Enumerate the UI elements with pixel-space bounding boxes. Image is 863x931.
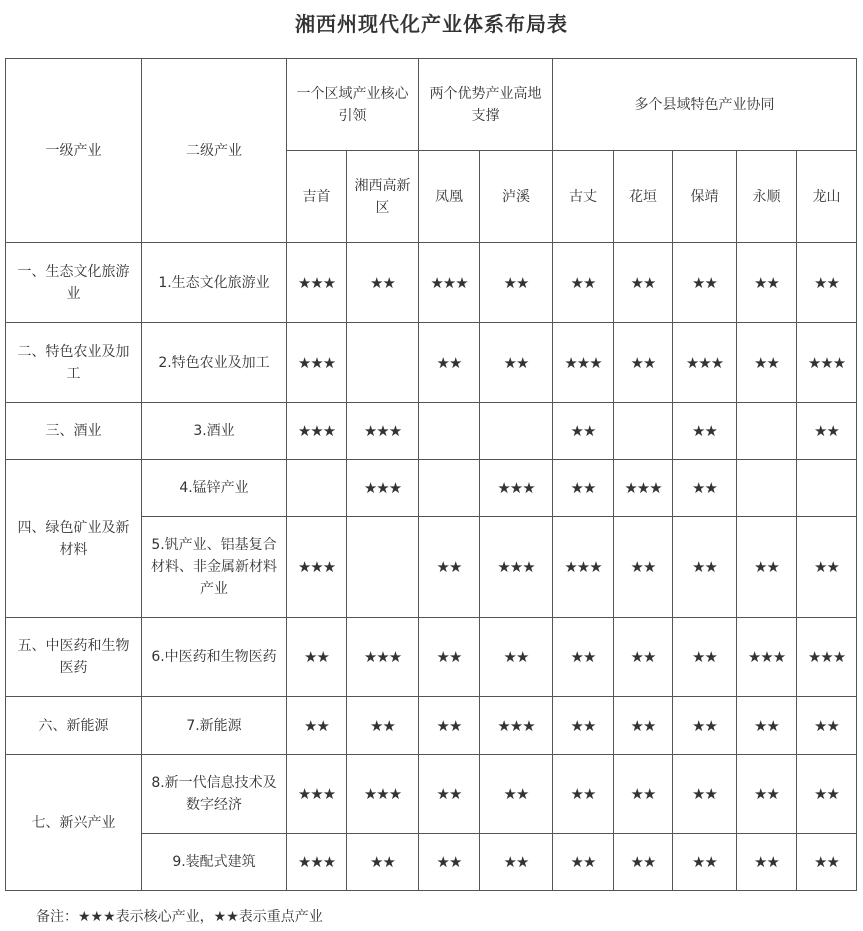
- star-rating: ★★★: [480, 460, 553, 517]
- star-rating: ★★: [347, 243, 419, 323]
- star-rating: ★★: [737, 323, 797, 403]
- star-rating: ★★: [553, 834, 614, 891]
- header-area: 凤凰: [419, 151, 480, 243]
- star-rating: ★★: [797, 403, 857, 460]
- header-area: 泸溪: [480, 151, 553, 243]
- star-rating: ★★: [797, 243, 857, 323]
- secondary-industry-cell: 6.中医药和生物医药: [142, 618, 287, 697]
- star-rating: ★★: [797, 834, 857, 891]
- star-rating: [347, 323, 419, 403]
- header-secondary-industry: 二级产业: [142, 59, 287, 243]
- star-rating: ★★: [614, 834, 673, 891]
- star-rating: ★★: [673, 517, 737, 618]
- header-area: 花垣: [614, 151, 673, 243]
- header-group-advantage: 两个优势产业高地支撑: [419, 59, 553, 151]
- star-rating: ★★: [614, 697, 673, 755]
- star-rating: [737, 403, 797, 460]
- star-rating: ★★: [553, 618, 614, 697]
- table-row: [6, 697, 857, 755]
- star-rating: ★★: [673, 834, 737, 891]
- star-rating: ★★: [797, 697, 857, 755]
- star-rating: ★★: [614, 243, 673, 323]
- primary-industry-cell: 五、中医药和生物医药: [6, 618, 142, 697]
- secondary-industry-cell: 2.特色农业及加工: [142, 323, 287, 403]
- star-rating: ★★★: [347, 755, 419, 834]
- star-rating: ★★: [480, 834, 553, 891]
- header-group-core: 一个区域产业核心引领: [287, 59, 419, 151]
- primary-industry-cell: 三、酒业: [6, 403, 142, 460]
- star-rating: ★★: [614, 517, 673, 618]
- star-rating: ★★★: [480, 517, 553, 618]
- star-rating: ★★: [480, 323, 553, 403]
- star-rating: ★★: [737, 834, 797, 891]
- star-rating: ★★★: [614, 460, 673, 517]
- star-rating: ★★★: [287, 834, 347, 891]
- star-rating: ★★: [673, 403, 737, 460]
- footnote: 备注：★★★表示核心产业，★★表示重点产业: [36, 909, 323, 925]
- star-rating: ★★: [737, 243, 797, 323]
- star-rating: ★★★: [287, 323, 347, 403]
- header-area: 保靖: [673, 151, 737, 243]
- table-title: 湘西州现代化产业体系布局表: [295, 12, 568, 36]
- star-rating: ★★: [737, 697, 797, 755]
- star-rating: ★★: [419, 834, 480, 891]
- star-rating: ★★: [797, 517, 857, 618]
- table-row: [6, 618, 857, 697]
- star-rating: ★★★: [347, 460, 419, 517]
- star-rating: ★★: [480, 618, 553, 697]
- secondary-industry-cell: 9.装配式建筑: [142, 834, 287, 891]
- star-rating: [797, 460, 857, 517]
- secondary-industry-cell: 3.酒业: [142, 403, 287, 460]
- table-row: [6, 323, 857, 403]
- star-rating: ★★★: [287, 243, 347, 323]
- star-rating: ★★★: [737, 618, 797, 697]
- star-rating: ★★: [347, 834, 419, 891]
- star-rating: ★★★: [287, 517, 347, 618]
- star-rating: ★★★: [287, 403, 347, 460]
- header-area: 龙山: [797, 151, 857, 243]
- header-area: 永顺: [737, 151, 797, 243]
- star-rating: ★★: [737, 755, 797, 834]
- star-rating: ★★★: [347, 618, 419, 697]
- star-rating: ★★: [419, 697, 480, 755]
- star-rating: [347, 517, 419, 618]
- star-rating: ★★★: [797, 618, 857, 697]
- star-rating: ★★: [419, 517, 480, 618]
- star-rating: [614, 403, 673, 460]
- star-rating: ★★: [480, 755, 553, 834]
- star-rating: [737, 460, 797, 517]
- star-rating: ★★: [553, 403, 614, 460]
- industry-layout-table: [5, 58, 857, 891]
- star-rating: ★★★: [553, 323, 614, 403]
- star-rating: ★★: [614, 323, 673, 403]
- star-rating: ★★: [287, 618, 347, 697]
- secondary-industry-cell: 4.锰锌产业: [142, 460, 287, 517]
- star-rating: ★★: [673, 618, 737, 697]
- star-rating: ★★: [553, 460, 614, 517]
- star-rating: ★★: [553, 697, 614, 755]
- star-rating: ★★: [673, 243, 737, 323]
- secondary-industry-cell: 1.生态文化旅游业: [142, 243, 287, 323]
- header-group-county: 多个县域特色产业协同: [553, 59, 857, 151]
- primary-industry-cell: 七、新兴产业: [6, 755, 142, 891]
- star-rating: [419, 403, 480, 460]
- star-rating: ★★: [553, 755, 614, 834]
- star-rating: ★★: [797, 755, 857, 834]
- star-rating: [480, 403, 553, 460]
- header-area: 湘西高新区: [347, 151, 419, 243]
- star-rating: ★★: [480, 243, 553, 323]
- table-row: [6, 243, 857, 323]
- star-rating: ★★: [287, 697, 347, 755]
- star-rating: ★★: [737, 517, 797, 618]
- star-rating: [419, 460, 480, 517]
- star-rating: ★★: [347, 697, 419, 755]
- header-primary-industry: 一级产业: [6, 59, 142, 243]
- star-rating: ★★★: [553, 517, 614, 618]
- header-area: 吉首: [287, 151, 347, 243]
- star-rating: ★★: [419, 323, 480, 403]
- star-rating: ★★★: [673, 323, 737, 403]
- star-rating: ★★★: [480, 697, 553, 755]
- star-rating: ★★: [614, 618, 673, 697]
- secondary-industry-cell: 8.新一代信息技术及数字经济: [142, 755, 287, 834]
- header-area: 古丈: [553, 151, 614, 243]
- star-rating: ★★: [673, 460, 737, 517]
- star-rating: ★★: [419, 618, 480, 697]
- secondary-industry-cell: 5.钒产业、铝基复合材料、非金属新材料产业: [142, 517, 287, 618]
- secondary-industry-cell: 7.新能源: [142, 697, 287, 755]
- star-rating: ★★: [614, 755, 673, 834]
- star-rating: ★★: [553, 243, 614, 323]
- star-rating: ★★: [419, 755, 480, 834]
- primary-industry-cell: 四、绿色矿业及新材料: [6, 460, 142, 618]
- primary-industry-cell: 六、新能源: [6, 697, 142, 755]
- star-rating: ★★★: [347, 403, 419, 460]
- star-rating: [287, 460, 347, 517]
- star-rating: ★★: [673, 697, 737, 755]
- star-rating: ★★★: [287, 755, 347, 834]
- table-row: [6, 403, 857, 460]
- star-rating: ★★★: [419, 243, 480, 323]
- table-row: [6, 460, 857, 517]
- table-row: [6, 755, 857, 834]
- star-rating: ★★★: [797, 323, 857, 403]
- primary-industry-cell: 二、特色农业及加工: [6, 323, 142, 403]
- star-rating: ★★: [673, 755, 737, 834]
- primary-industry-cell: 一、生态文化旅游业: [6, 243, 142, 323]
